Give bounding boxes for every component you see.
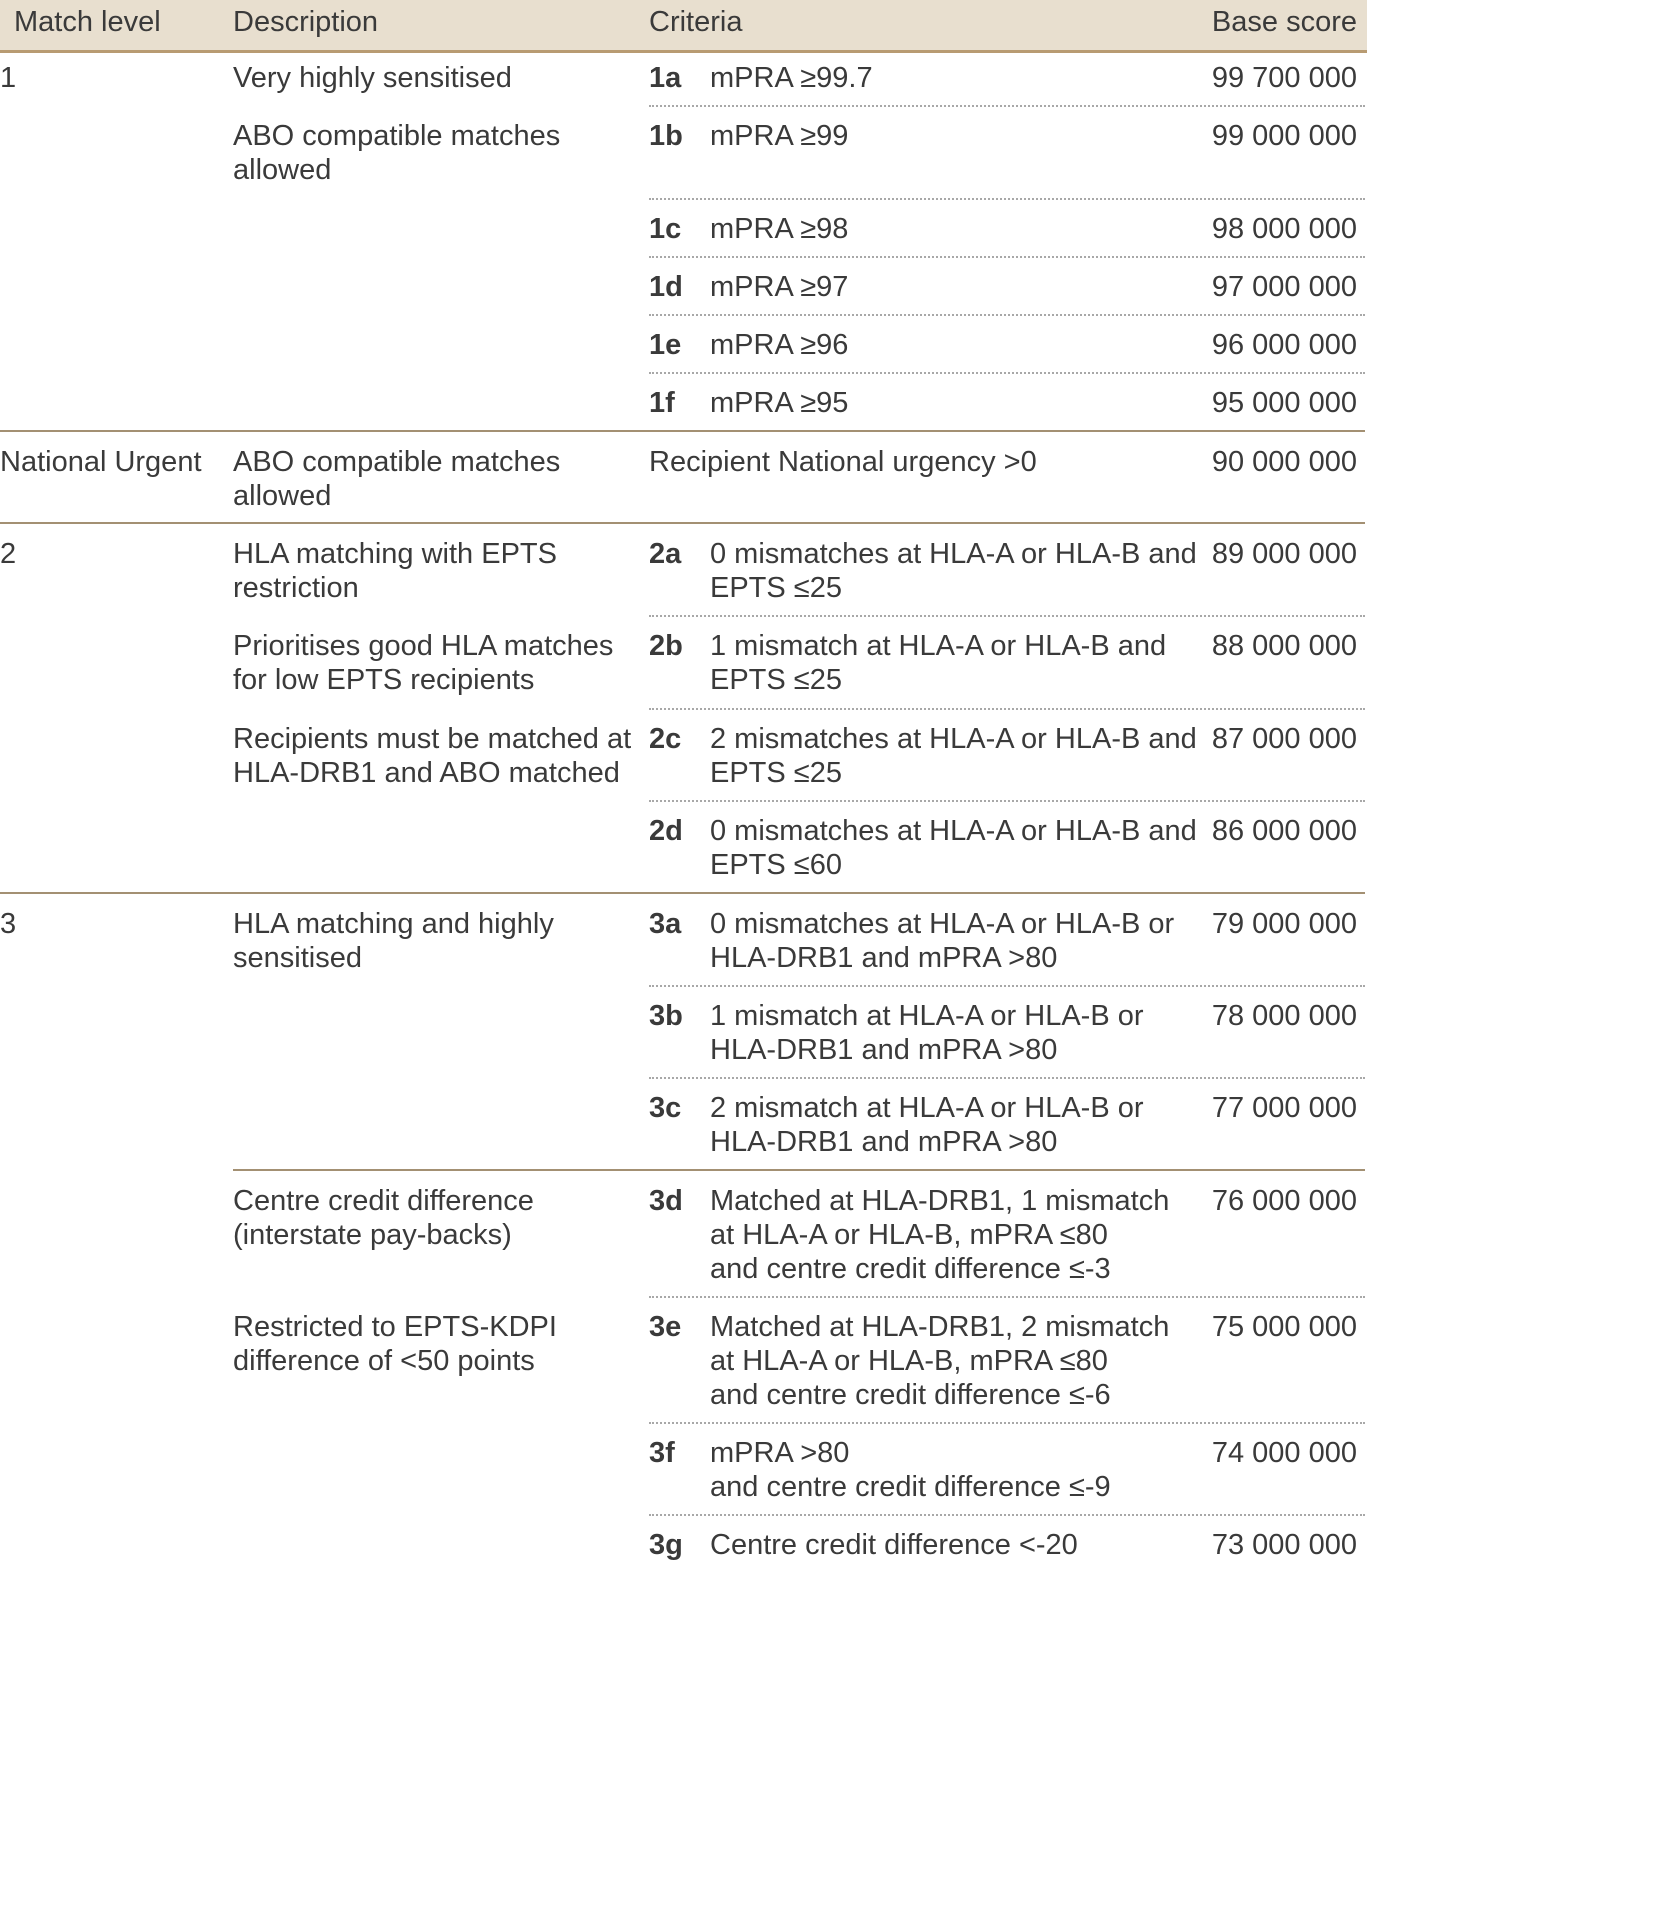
- match-level-1: 1: [0, 62, 17, 94]
- criteria-text-3g: Centre credit difference <-20: [710, 1529, 1078, 1561]
- description-abo-compatible: ABO compatible matches allowed: [233, 120, 561, 186]
- description-epts-kdpi: Restricted to EPTS-KDPI difference of <50 points: [233, 1311, 557, 1377]
- row-divider: [649, 372, 1365, 374]
- criteria-text-3f: mPRA >80 and centre credit difference ≤-9: [710, 1437, 1111, 1503]
- subgroup-divider: [233, 1169, 1365, 1171]
- criteria-code-1d: 1d: [649, 271, 683, 303]
- criteria-code-3a: 3a: [649, 908, 682, 940]
- criteria-code-3f: 3f: [649, 1437, 675, 1469]
- row-divider: [649, 1422, 1365, 1424]
- criteria-text-2c: 2 mismatches at HLA-A or HLA-B and EPTS ≤25: [710, 723, 1197, 789]
- header-match-level: Match level: [14, 6, 161, 38]
- criteria-code-3d: 3d: [649, 1185, 683, 1217]
- criteria-text-1f: mPRA ≥95: [710, 387, 849, 419]
- row-divider: [649, 1296, 1365, 1298]
- criteria-code-2d: 2d: [649, 815, 683, 847]
- header-criteria: Criteria: [649, 6, 743, 38]
- row-divider: [649, 1077, 1365, 1079]
- criteria-text-3e: Matched at HLA-DRB1, 2 mismatch at HLA-A or HLA-B, mPRA ≤80 and centre credit difference ≤-6: [710, 1311, 1170, 1411]
- base-score-1e: 96 000 000: [1211, 329, 1357, 361]
- base-score-3b: 78 000 000: [1211, 1000, 1357, 1032]
- criteria-code-3e: 3e: [649, 1311, 682, 1343]
- criteria-text-2b: 1 mismatch at HLA-A or HLA-B and EPTS ≤25: [710, 630, 1167, 696]
- group-divider: [0, 892, 1365, 894]
- criteria-code-1b: 1b: [649, 120, 683, 152]
- criteria-code-1a: 1a: [649, 62, 682, 94]
- base-score-1f: 95 000 000: [1211, 387, 1357, 419]
- criteria-code-2b: 2b: [649, 630, 683, 662]
- criteria-code-1e: 1e: [649, 329, 682, 361]
- header-description: Description: [233, 6, 379, 38]
- base-score-1b: 99 000 000: [1211, 120, 1357, 152]
- criteria-code-3c: 3c: [649, 1092, 682, 1124]
- header-base-score: Base score: [1211, 6, 1357, 38]
- criteria-text-1d: mPRA ≥97: [710, 271, 849, 303]
- row-divider: [649, 1514, 1365, 1516]
- row-divider: [649, 800, 1365, 802]
- criteria-text-1c: mPRA ≥98: [710, 213, 849, 245]
- row-divider: [649, 985, 1365, 987]
- match-level-2: 2: [0, 538, 17, 570]
- base-score-2d: 86 000 000: [1211, 815, 1357, 847]
- criteria-text-1e: mPRA ≥96: [710, 329, 849, 361]
- base-score-2b: 88 000 000: [1211, 630, 1357, 662]
- criteria-text-3a: 0 mismatches at HLA-A or HLA-B or HLA-DRB1 and mPRA >80: [710, 908, 1175, 974]
- match-level-3: 3: [0, 908, 17, 940]
- criteria-code-2a: 2a: [649, 538, 682, 570]
- group-divider: [0, 430, 1365, 432]
- row-divider: [649, 256, 1365, 258]
- row-divider: [649, 708, 1365, 710]
- base-score-2a: 89 000 000: [1211, 538, 1357, 570]
- criteria-text-2d: 0 mismatches at HLA-A or HLA-B and EPTS ≤60: [710, 815, 1197, 881]
- base-score-1c: 98 000 000: [1211, 213, 1357, 245]
- criteria-text-2a: 0 mismatches at HLA-A or HLA-B and EPTS ≤25: [710, 538, 1197, 604]
- base-score-national-urgent: 90 000 000: [1211, 446, 1357, 478]
- criteria-code-3b: 3b: [649, 1000, 683, 1032]
- criteria-code-1c: 1c: [649, 213, 682, 245]
- criteria-code-3g: 3g: [649, 1529, 683, 1561]
- row-divider: [649, 314, 1365, 316]
- criteria-code-1f: 1f: [649, 387, 675, 419]
- description-very-highly-sensitised: Very highly sensitised: [233, 62, 512, 94]
- row-divider: [649, 198, 1365, 200]
- criteria-text-1b: mPRA ≥99: [710, 120, 849, 152]
- table-header: [0, 0, 1367, 53]
- criteria-code-2c: 2c: [649, 723, 682, 755]
- base-score-3d: 76 000 000: [1211, 1185, 1357, 1217]
- description-abo-compatible-urgent: ABO compatible matches allowed: [233, 446, 561, 512]
- criteria-text-3d: Matched at HLA-DRB1, 1 mismatch at HLA-A or HLA-B, mPRA ≤80 and centre credit difference ≤-3: [710, 1185, 1170, 1285]
- base-score-2c: 87 000 000: [1211, 723, 1357, 755]
- base-score-3a: 79 000 000: [1211, 908, 1357, 940]
- group-divider: [0, 522, 1365, 524]
- base-score-3g: 73 000 000: [1211, 1529, 1357, 1561]
- description-hla-epts: HLA matching with EPTS restriction: [233, 538, 557, 604]
- base-score-3e: 75 000 000: [1211, 1311, 1357, 1343]
- criteria-text-1a: mPRA ≥99.7: [710, 62, 873, 94]
- match-level-national-urgent: National Urgent: [0, 446, 202, 478]
- row-divider: [649, 105, 1365, 107]
- base-score-3c: 77 000 000: [1211, 1092, 1357, 1124]
- criteria-text-3c: 2 mismatch at HLA-A or HLA-B or HLA-DRB1 and mPRA >80: [710, 1092, 1144, 1158]
- description-centre-credit: Centre credit difference (interstate pay-backs): [233, 1185, 534, 1251]
- base-score-1a: 99 700 000: [1211, 62, 1357, 94]
- description-hla-highly-sensitised: HLA matching and highly sensitised: [233, 908, 554, 974]
- base-score-3f: 74 000 000: [1211, 1437, 1357, 1469]
- base-score-1d: 97 000 000: [1211, 271, 1357, 303]
- description-prioritises: Prioritises good HLA matches for low EPTS recipients: [233, 630, 614, 696]
- criteria-text-3b: 1 mismatch at HLA-A or HLA-B or HLA-DRB1 and mPRA >80: [710, 1000, 1144, 1066]
- row-divider: [649, 615, 1365, 617]
- criteria-text-national-urgency: Recipient National urgency >0: [649, 446, 1037, 478]
- description-drb1-abo: Recipients must be matched at HLA-DRB1 and ABO matched: [233, 723, 632, 789]
